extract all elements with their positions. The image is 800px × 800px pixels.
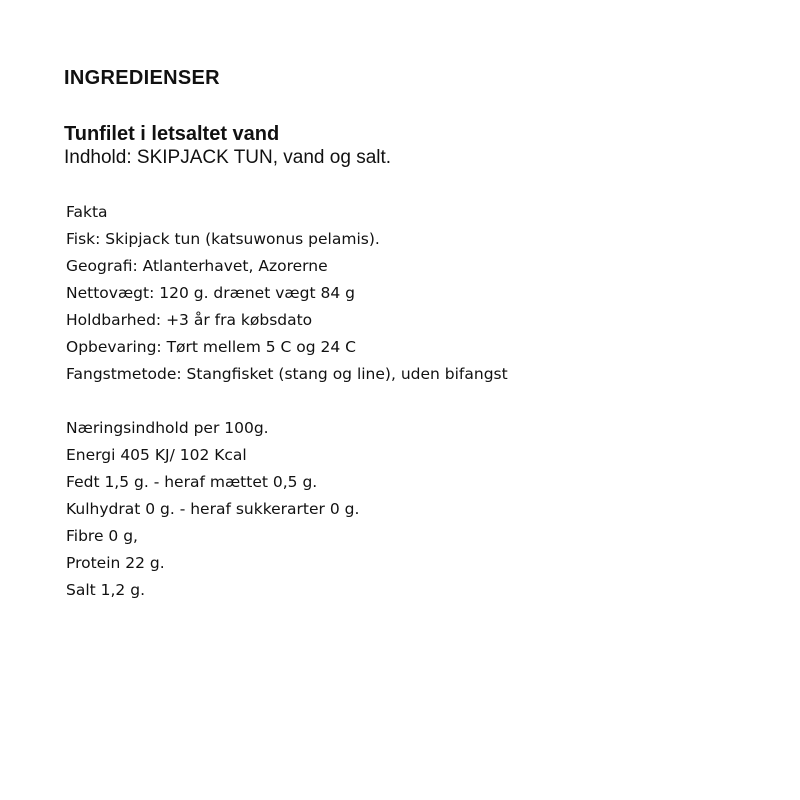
nutrition-salt: Salt 1,2 g. [66, 581, 145, 599]
nutrition-carbohydrate: Kulhydrat 0 g. - heraf sukkerarter 0 g. [66, 500, 360, 518]
nutrition-section [66, 415, 359, 604]
fact-fish: Fisk: Skipjack tun (katsuwonus pelamis). [66, 230, 380, 248]
fact-shelf-life: Holdbarhed: +3 år fra købsdato [66, 311, 313, 329]
product-content: Indhold: SKIPJACK TUN, vand og salt. [64, 147, 392, 168]
nutrition-title: Næringsindhold per 100g. [66, 419, 269, 437]
nutrition-fibre: Fibre 0 g, [66, 527, 138, 545]
facts-title: Fakta [66, 203, 108, 221]
fact-storage: Opbevaring: Tørt mellem 5 C og 24 C [66, 338, 356, 356]
nutrition-energy: Energi 405 KJ/ 102 Kcal [66, 446, 247, 464]
nutrition-protein: Protein 22 g. [66, 554, 165, 572]
fact-net-weight: Nettovægt: 120 g. drænet vægt 84 g [66, 284, 355, 302]
fact-geography: Geografi: Atlanterhavet, Azorerne [66, 257, 328, 275]
facts-section [66, 199, 508, 388]
page-heading: INGREDIENSER [64, 67, 220, 89]
fact-catch-method: Fangstmetode: Stangfisket (stang og line), uden bifangst [66, 365, 508, 383]
product-title: Tunfilet i letsaltet vand [64, 123, 280, 145]
nutrition-fat: Fedt 1,5 g. - heraf mættet 0,5 g. [66, 473, 318, 491]
